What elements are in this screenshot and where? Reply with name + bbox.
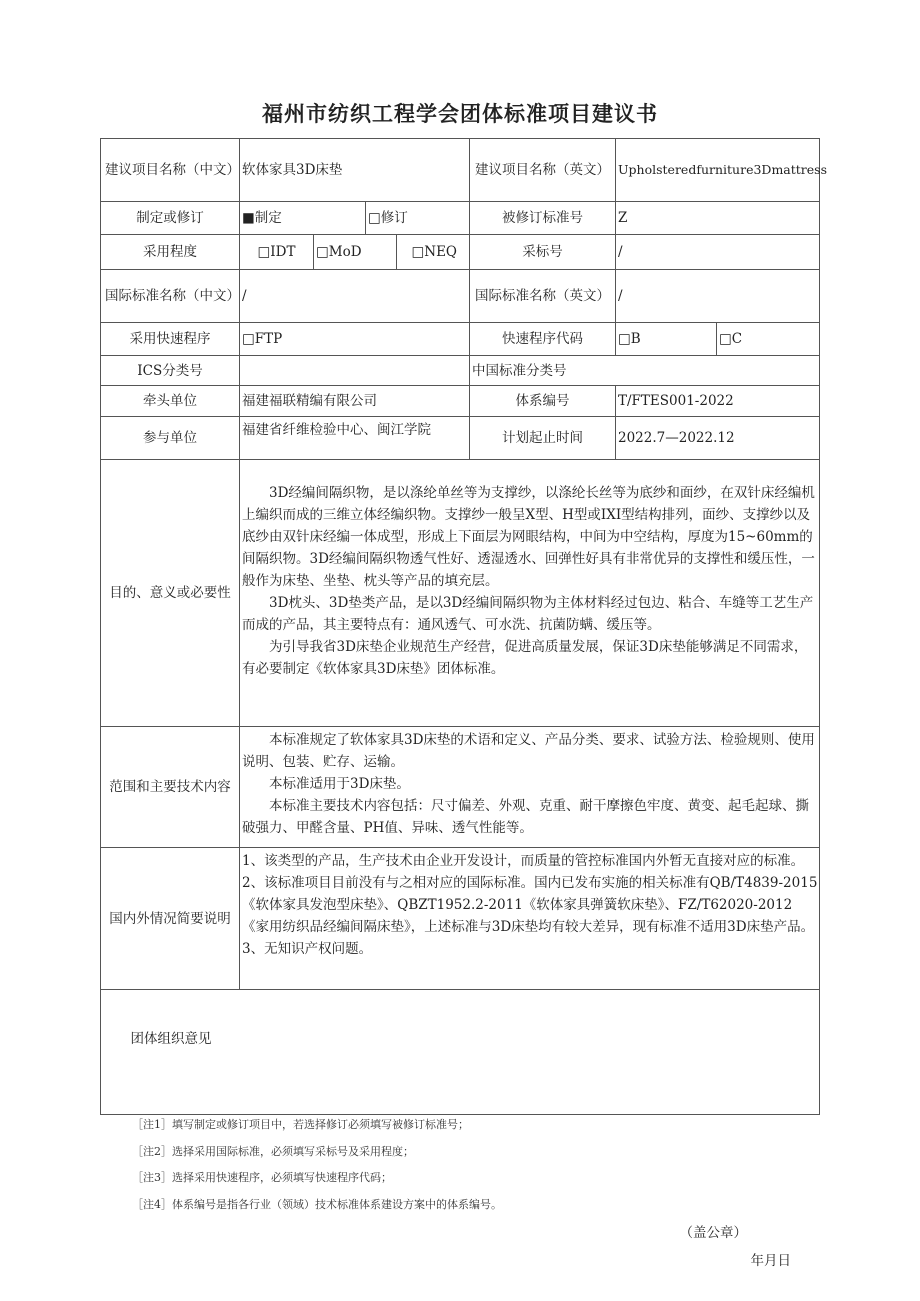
note-2: ［注2］选择采用国际标准，必须填写采标号及采用程度； bbox=[132, 1145, 414, 1158]
fast-label: 采用快速程序 bbox=[100, 322, 240, 356]
purpose-paragraph: 为引导我省3D床垫企业规范生产经营，促进高质量发展，保证3D床垫能够满足不同需求，有必要制定《软体家具3D床垫》团体标准。 bbox=[242, 639, 808, 677]
intl-cn-label: 国际标准名称（中文） bbox=[100, 269, 240, 323]
ics-value[interactable] bbox=[239, 355, 470, 386]
ftp-checkbox[interactable]: □FTP bbox=[239, 322, 470, 356]
purpose-label: 目的、意义或必要性 bbox=[100, 459, 240, 727]
revised-std-value[interactable]: Z bbox=[615, 201, 820, 235]
purpose-content[interactable] bbox=[239, 459, 820, 727]
intl-en-value[interactable]: / bbox=[615, 269, 820, 323]
revise-label: 制定或修订 bbox=[100, 201, 240, 235]
adopt-no-label: 采标号 bbox=[469, 234, 616, 270]
neq-checkbox[interactable]: □NEQ bbox=[396, 234, 470, 270]
intl-cn-value[interactable]: / bbox=[239, 269, 470, 323]
name-cn-label: 建议项目名称（中文） bbox=[100, 138, 240, 202]
scope-label: 范围和主要技术内容 bbox=[100, 726, 240, 848]
note-1: ［注1］填写制定或修订项目中，若选择修订必须填写被修订标准号； bbox=[132, 1118, 469, 1131]
plan-label: 计划起止时间 bbox=[469, 416, 616, 460]
intl-en-label: 国际标准名称（英文） bbox=[469, 269, 616, 323]
purpose-paragraph: 3D枕头、3D垫类产品，是以3D经编间隔织物为主体材料经过包边、粘合、车缝等工艺生产而成的产品，其主要特点有：通风透气、可水洗、抗菌防螨、缓压等。 bbox=[242, 595, 814, 633]
ccs-label: 中国标准分类号 bbox=[469, 355, 820, 386]
situation-label: 国内外情况简要说明 bbox=[100, 847, 240, 990]
fast-code-label: 快速程序代码 bbox=[469, 322, 616, 356]
revised-std-label: 被修订标准号 bbox=[469, 201, 616, 235]
adopt-no-value[interactable]: / bbox=[615, 234, 820, 270]
system-no-value[interactable]: T/FTES001-2022 bbox=[615, 385, 820, 417]
idt-checkbox[interactable]: □IDT bbox=[239, 234, 314, 270]
plan-value[interactable]: 2022.7—2022.12 bbox=[615, 416, 820, 460]
page-title: 福州市纺织工程学会团体标准项目建议书 bbox=[262, 102, 658, 126]
lead-value[interactable]: 福建福联精编有限公司 bbox=[239, 385, 470, 417]
note-4: ［注4］体系编号是指各行业（领域）技术标准体系建设方案中的体系编号。 bbox=[132, 1198, 502, 1211]
lead-label: 牵头单位 bbox=[100, 385, 240, 417]
situation-content[interactable] bbox=[239, 847, 820, 990]
formulate-checkbox[interactable]: ■制定 bbox=[239, 201, 366, 235]
b-checkbox[interactable]: □B bbox=[615, 322, 717, 356]
name-cn-value[interactable]: 软体家具3D床垫 bbox=[239, 138, 470, 202]
name-en-label: 建议项目名称（英文） bbox=[469, 138, 616, 202]
c-checkbox[interactable]: □C bbox=[716, 322, 820, 356]
situation-paragraph: 3、无知识产权问题。 bbox=[242, 941, 373, 957]
participants-label: 参与单位 bbox=[100, 416, 240, 460]
ics-label: ICS分类号 bbox=[100, 355, 240, 386]
adopt-label: 采用程度 bbox=[100, 234, 240, 270]
scope-paragraph: 本标准主要技术内容包括：尺寸偏差、外观、克重、耐干摩擦色牢度、黄变、起毛起球、撕破强力、甲醛含量、PH值、异味、透气性能等。 bbox=[242, 798, 809, 836]
participants-value[interactable]: 福建省纤维检验中心、闽江学院 bbox=[239, 416, 470, 460]
mod-checkbox[interactable]: □MoD bbox=[313, 234, 397, 270]
situation-paragraph: 2、该标准项目目前没有与之相对应的国际标准。国内已发布实施的相关标准有QB/T4839-2015《软体家具发泡型床垫》、QBZT1952.2-2011《软体家具弹簧软床垫》、FZ/T62020-2012《家用纺织品经编间隔床垫》，上述标准与3D床垫均有较大差异，现有标准不适用3D床垫产品。 bbox=[242, 875, 818, 935]
purpose-paragraph: 3D经编间隔织物，是以涤纶单丝等为支撑纱，以涤纶长丝等为底纱和面纱，在双针床经编机上编织而成的三维立体经编织物。支撑纱一般呈X型、H型或IXI型结构排列，面纱、支撑纱以及底纱由双针床经编一体成型，形成上下面层为网眼结构，中间为中空结构，厚度为15~60mm的间隔织物。3D经编间隔织物透气性好、透湿透水、回弹性好具有非常优异的支撑性和缓压性，一般作为床垫、坐垫、枕头等产品的填充层。 bbox=[242, 485, 815, 589]
seal-placeholder: （盖公章） bbox=[679, 1225, 747, 1241]
scope-paragraph: 本标准适用于3D床垫。 bbox=[269, 776, 410, 792]
situation-paragraph: 1、该类型的产品，生产技术由企业开发设计，而质量的管控标准国内外暂无直接对应的标准。 bbox=[242, 853, 805, 869]
opinion-label: 团体组织意见 bbox=[130, 1031, 212, 1047]
name-en-value[interactable]: Upholsteredfurniture3Dmattress bbox=[615, 138, 820, 202]
scope-paragraph: 本标准规定了软体家具3D床垫的术语和定义、产品分类、要求、试验方法、检验规则、使用说明、包装、贮存、运输。 bbox=[242, 732, 815, 770]
note-3: ［注3］选择采用快速程序，必须填写快速程序代码； bbox=[132, 1171, 392, 1184]
scope-content[interactable] bbox=[239, 726, 820, 848]
revise-checkbox[interactable]: □修订 bbox=[365, 201, 470, 235]
system-no-label: 体系编号 bbox=[469, 385, 616, 417]
date-placeholder: 年月日 bbox=[750, 1253, 791, 1269]
